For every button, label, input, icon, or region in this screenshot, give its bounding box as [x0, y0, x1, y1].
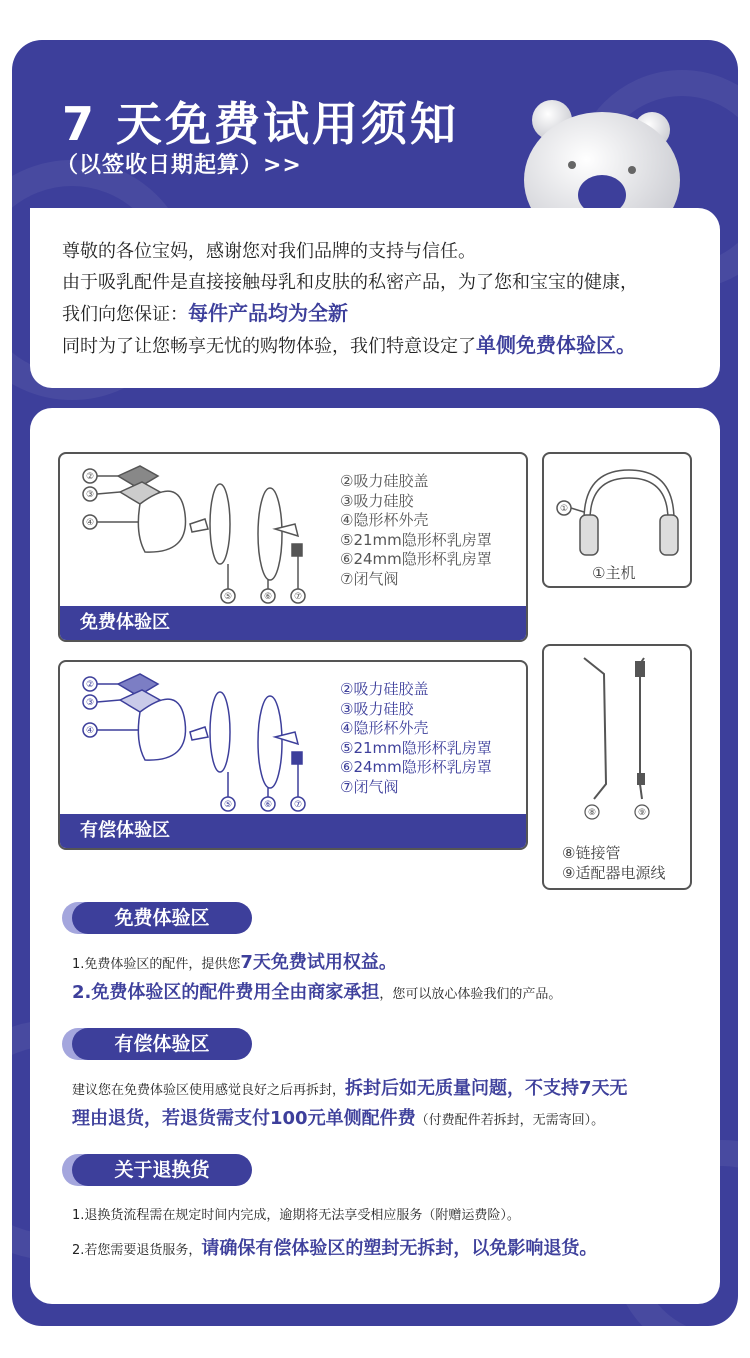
paid-line-1: 建议您在免费体验区使用感觉良好之后再拆封，拆封后如无质量问题，不支持7天无 — [72, 1078, 628, 1099]
part-num-6: ⑥ — [263, 800, 273, 810]
part-num-8: ⑧ — [587, 808, 597, 818]
part-num-3: ③ — [85, 698, 95, 708]
paid-section-heading: 有偿体验区 — [62, 1028, 252, 1060]
intro-line-4: 同时为了让您畅享无忧的购物体验，我们特意设定了单侧免费体验区。 — [62, 333, 636, 357]
breast-pump-parts-diagram — [80, 464, 330, 604]
free-zone-highlight: 单侧免费体验区。 — [476, 333, 636, 357]
part-num-3: ③ — [85, 490, 95, 500]
return-line-2: 2.若您需要退货服务，请确保有偿体验区的塑封无拆封，以免影响退货。 — [72, 1238, 598, 1259]
part-item: ③吸力硅胶 — [340, 491, 414, 510]
paid-parts-list — [340, 680, 492, 797]
paid-zone-diagram — [58, 660, 528, 850]
part-item: ⑥24mm隐形杯乳房罩 — [340, 550, 492, 568]
free-zone-label: 免费体验区 — [60, 606, 526, 640]
page-title: 7 天免费试用须知 — [62, 97, 460, 151]
part-num-2: ② — [85, 472, 95, 482]
part-num-5: ⑤ — [223, 592, 233, 602]
free-section-heading: 免费体验区 — [62, 902, 252, 934]
part-item: ②吸力硅胶盖 — [340, 680, 429, 698]
part-item: ⑦闭气阀 — [340, 569, 399, 588]
free-parts-list — [340, 472, 492, 589]
adapter-caption: ⑨适配器电源线 — [562, 864, 666, 882]
main-card — [30, 408, 720, 1304]
part-item: ④隐形杯外壳 — [340, 719, 429, 737]
part-item: ⑤21mm隐形杯乳房罩 — [340, 530, 492, 549]
free-zone-diagram — [58, 452, 528, 642]
part-num-9: ⑨ — [637, 808, 647, 818]
part-num-6: ⑥ — [263, 592, 273, 602]
part-num-1: ① — [559, 504, 569, 514]
return-line-1: 1.退换货流程需在规定时间内完成，逾期将无法享受相应服务（附赠运费险）。 — [72, 1208, 520, 1223]
paid-zone-label: 有偿体验区 — [60, 814, 526, 848]
part-item: ⑤21mm隐形杯乳房罩 — [340, 738, 492, 757]
intro-line-2: 由于吸乳配件是直接接触母乳和皮肤的私密产品，为了您和宝宝的健康， — [62, 272, 638, 293]
part-num-7: ⑦ — [293, 592, 303, 602]
cable-box — [542, 644, 692, 890]
intro-line-1: 尊敬的各位宝妈，感谢您对我们品牌的支持与信任。 — [62, 241, 476, 262]
part-item: ②吸力硅胶盖 — [340, 472, 429, 490]
host-device-box — [542, 452, 692, 588]
part-item: ③吸力硅胶 — [340, 699, 414, 718]
return-section-heading: 关于退换货 — [62, 1154, 252, 1186]
free-line-2: 2.免费体验区的配件费用全由商家承担，您可以放心体验我们的产品。 — [72, 982, 562, 1003]
part-item: ④隐形杯外壳 — [340, 511, 429, 529]
paid-line-2: 理由退货，若退货需支付100元单侧配件费（付费配件若拆封，无需寄回）。 — [72, 1108, 605, 1129]
part-num-7: ⑦ — [293, 800, 303, 810]
free-line-1: 1.免费体验区的配件，提供您7天免费试用权益。 — [72, 952, 397, 973]
tube-caption: ⑧链接管 — [562, 844, 621, 862]
page-subtitle: （以签收日期起算）>> — [56, 153, 302, 178]
part-num-4: ④ — [85, 726, 95, 736]
part-num-2: ② — [85, 680, 95, 690]
breast-pump-parts-diagram — [80, 672, 330, 812]
part-item: ⑦闭气阀 — [340, 777, 399, 796]
host-caption: ①主机 — [592, 564, 636, 582]
part-num-4: ④ — [85, 518, 95, 528]
part-num-5: ⑤ — [223, 800, 233, 810]
tube-and-adapter-icon — [564, 654, 674, 834]
page-background — [12, 40, 738, 1326]
intro-card — [30, 208, 720, 388]
intro-line-3: 我们向您保证：每件产品均为全新 — [62, 301, 348, 325]
headphone-device-icon — [554, 460, 684, 560]
new-product-highlight: 每件产品均为全新 — [188, 301, 348, 325]
part-item: ⑥24mm隐形杯乳房罩 — [340, 758, 492, 776]
